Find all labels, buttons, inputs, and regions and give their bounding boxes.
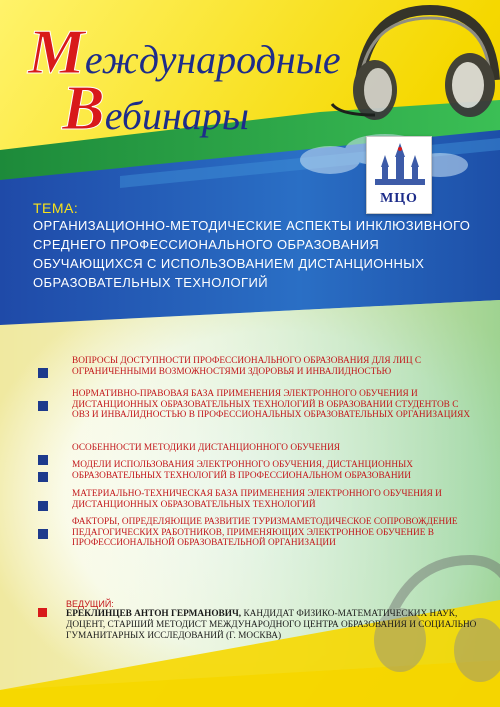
topic-text: ОРГАНИЗАЦИОННО-МЕТОДИЧЕСКИЕ АСПЕКТЫ ИНКЛЮЗИВНОГО СРЕДНЕГО ПРОФЕССИОНАЛЬНОГО ОБРАЗОВАНИЯ ОБУЧАЮЩИХСЯ С ИСПОЛЬЗОВАНИЕМ ДИСТАНЦИОННЫХ ОБРАЗОВАТЕЛЬНЫХ ТЕХНОЛОГИЙ bbox=[33, 218, 471, 290]
title-word-1: еждународные bbox=[84, 37, 341, 82]
presenter-label: ВЕДУЩИЙ: bbox=[66, 599, 114, 609]
presenter-details: КАНДИДАТ ФИЗИКО-МАТЕМАТИЧЕСКИХ НАУК, ДОЦЕНТ, СТАРШИЙ МЕТОДИСТ МЕЖДУНАРОДНОГО ЦЕНТРА ОБРАЗОВАНИЯ И СОЦИАЛЬНО ГУМАНИТАРНЫХ ИССЛЕДОВАНИЙ (Г. МОСКВА) bbox=[66, 609, 477, 641]
logo-text: МЦО bbox=[380, 191, 418, 206]
title-initial-v: В bbox=[62, 72, 105, 143]
bullet-square-icon bbox=[38, 368, 48, 378]
topic-label: ТЕМА: bbox=[33, 200, 79, 216]
list-item-text: ВОПРОСЫ ДОСТУПНОСТИ ПРОФЕССИОНАЛЬНОГО ОБРАЗОВАНИЯ ДЛЯ ЛИЦ С ОГРАНИЧЕННЫМИ ВОЗМОЖНОСТЯМИ ЗДОРОВЬЯ И ИНВАЛИДНОСТЬЮ bbox=[72, 356, 422, 377]
kremlin-logo-icon bbox=[367, 141, 433, 197]
list-item-text: ФАКТОРЫ, ОПРЕДЕЛЯЮЩИЕ РАЗВИТИЕ ТУРИЗМАМЕТОДИЧЕСКОЕ СОПРОВОЖДЕНИЕ ПЕДАГОГИЧЕСКИХ РАБОТНИКОВ, ПРИМЕНЯЮЩИХ ЭЛЕКТРОННОЕ ОБУЧЕНИЕ В ПРОФЕССИОНАЛЬНОЙ ОБРАЗОВАТЕЛЬНОЙ ОРГАНИЗАЦИИ bbox=[72, 517, 458, 548]
title-initial-m: М bbox=[28, 16, 85, 87]
list-item-text: НОРМАТИВНО-ПРАВОВАЯ БАЗА ПРИМЕНЕНИЯ ЭЛЕКТРОННОГО ОБУЧЕНИЯ И ДИСТАНЦИОННЫХ ОБРАЗОВАТЕЛЬНЫХ ТЕХНОЛОГИЙ В ОБРАЗОВАНИИ СТУДЕНТОВ С ОВЗ И ИНВАЛИДНОСТЬЮ В ПРОФЕССИОНАЛЬНЫХ ОБРАЗОВАТЕЛЬНЫХ ОРГАНИЗАЦИЯХ bbox=[72, 389, 471, 420]
title-word-2: ебинары bbox=[104, 93, 249, 138]
bullet-square-icon bbox=[38, 529, 48, 539]
title-line-2 bbox=[62, 72, 249, 143]
bullet-square-icon bbox=[38, 501, 48, 511]
presenter-name: ЕРЕКЛИНЦЕВ АНТОН ГЕРМАНОВИЧ, bbox=[66, 609, 242, 619]
bullet-square-icon bbox=[38, 455, 48, 465]
list-item-text: ОСОБЕННОСТИ МЕТОДИКИ ДИСТАНЦИОННОГО ОБУЧЕНИЯ bbox=[72, 443, 341, 453]
bullet-square-icon bbox=[38, 472, 48, 482]
presenter-text bbox=[66, 609, 496, 642]
mco-logo bbox=[366, 136, 432, 214]
list-item-text: МАТЕРИАЛЬНО-ТЕХНИЧЕСКАЯ БАЗА ПРИМЕНЕНИЯ ЭЛЕКТРОННОГО ОБУЧЕНИЯ И ДИСТАНЦИОННЫХ ОБРАЗОВАТЕЛЬНЫХ ТЕХНОЛОГИЙ bbox=[72, 489, 442, 510]
bullet-square-icon bbox=[38, 401, 48, 411]
list-item-text: МОДЕЛИ ИСПОЛЬЗОВАНИЯ ЭЛЕКТРОННОГО ОБУЧЕНИЯ, ДИСТАНЦИОННЫХ ОБРАЗОВАТЕЛЬНЫХ ТЕХНОЛОГИЙ В ПРОФЕССИОНАЛЬНОМ ОБРАЗОВАНИИ bbox=[72, 460, 413, 481]
presenter-square-icon bbox=[38, 608, 47, 617]
